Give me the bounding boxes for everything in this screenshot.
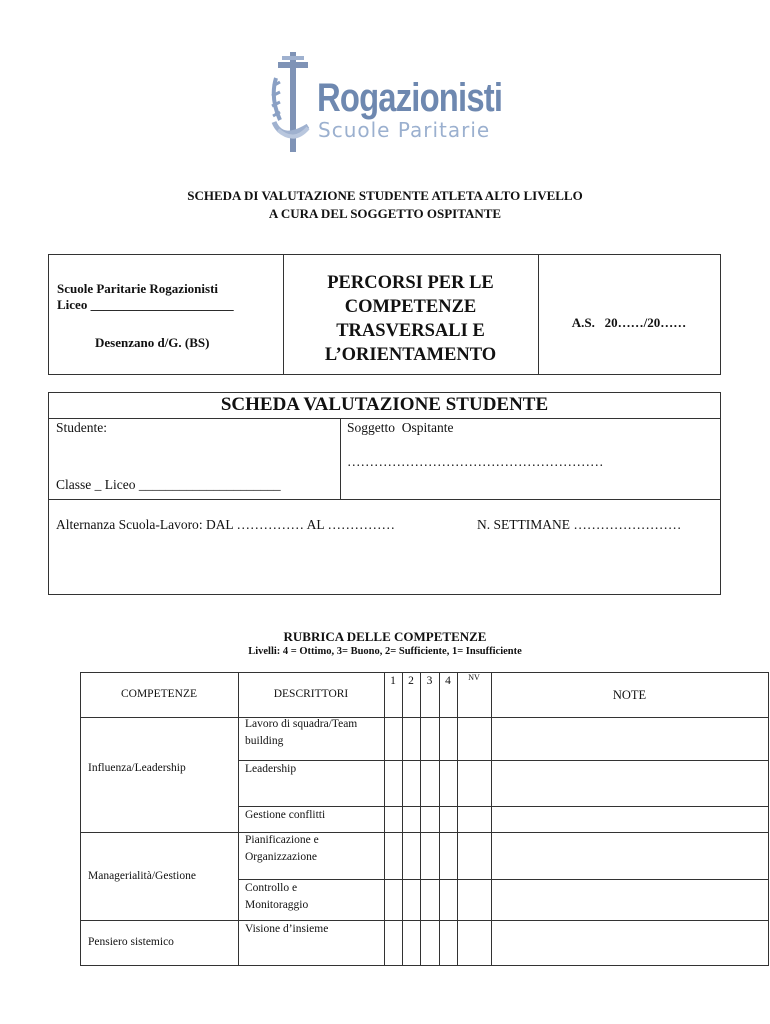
header-level-4: 4 [445, 675, 451, 687]
school-year-field: A.S. 20……/20…… [571, 315, 687, 330]
header-nv: NV [468, 673, 480, 682]
divider [49, 499, 720, 500]
header-competenze: COMPETENZE [120, 688, 198, 700]
descriptor: Visione d’insieme [245, 923, 329, 935]
cross-emblem-icon [268, 48, 320, 158]
competence-name: Influenza/Leadership [88, 762, 186, 774]
period-label: Alternanza Scuola-Lavoro [56, 517, 199, 532]
rubric-levels: Livelli: 4 = Ottimo, 3= Buono, 2= Sufficiente, 1= Insufficiente [248, 646, 522, 657]
divider [768, 672, 769, 965]
header-level-3: 3 [426, 675, 433, 687]
divider [80, 672, 81, 965]
rubric-title: RUBRICA DELLE COMPETENZE [283, 629, 487, 644]
descriptor: Leadership [245, 763, 297, 775]
class-field[interactable]: Classe _ Liceo _____________________ [56, 477, 281, 492]
school-name: Scuole Paritarie Rogazionisti [57, 281, 219, 296]
weeks-field[interactable]: N. SETTIMANE …………………… [477, 517, 682, 532]
divider [238, 672, 239, 965]
document-title-line1: SCHEDA DI VALUTAZIONE STUDENTE ATLETA ALTO LIVELLO [187, 188, 583, 203]
host-label: Soggetto Ospitante [347, 420, 454, 435]
header-note: NOTE [612, 688, 647, 702]
divider [457, 672, 458, 965]
divider [420, 672, 421, 965]
header-table [48, 254, 721, 375]
descriptor: Lavoro di squadra/Team building [245, 718, 358, 747]
pcto-line: COMPETENZE [344, 297, 477, 317]
pcto-line: L’ORIENTAMENTO [324, 345, 497, 365]
descriptor: Controllo e Monitoraggio [245, 882, 309, 911]
header-level-1: 1 [390, 675, 396, 687]
pcto-line: PERCORSI PER LE [327, 273, 494, 293]
divider [439, 672, 440, 965]
divider [49, 418, 720, 419]
document-title-line2: A CURA DEL SOGGETTO OSPITANTE [268, 206, 502, 221]
pcto-line: TRASVERSALI E [336, 321, 485, 341]
divider [402, 672, 403, 965]
header-level-2: 2 [408, 675, 414, 687]
rubric-table [80, 672, 769, 966]
competence-name: Managerialità/Gestione [88, 870, 196, 882]
divider [80, 920, 769, 921]
descriptor: Gestione conflitti [245, 809, 326, 821]
divider [384, 672, 385, 965]
competence-name: Pensiero sistemico [88, 936, 174, 948]
divider [491, 672, 492, 965]
school-year-cell [538, 255, 720, 374]
header-descrittori: DESCRITTORI [273, 688, 349, 700]
period-line [56, 517, 395, 533]
liceo-field: Liceo ______________________ [57, 297, 234, 312]
host-field[interactable]: ………………………………………………… [347, 454, 604, 469]
pcto-title [283, 271, 538, 367]
school-cell [49, 255, 284, 374]
rogazionisti-logo [268, 48, 518, 158]
logo-brand-text: Rogazionisti [317, 76, 503, 120]
divider [80, 832, 769, 833]
logo-subtitle: Scuole Paritarie [318, 118, 491, 142]
divider [80, 965, 769, 966]
period-dates-field[interactable]: : DAL …………… AL …………… [198, 517, 396, 532]
student-label: Studente: [56, 420, 107, 435]
student-card [48, 392, 721, 595]
divider [80, 717, 769, 718]
descriptor: Pianificazione e Organizzazione [245, 834, 319, 863]
pcto-cell [283, 255, 539, 374]
divider [340, 418, 341, 499]
city-label: Desenzano d/G. (BS) [95, 335, 210, 350]
student-card-title: SCHEDA VALUTAZIONE STUDENTE [220, 394, 549, 415]
